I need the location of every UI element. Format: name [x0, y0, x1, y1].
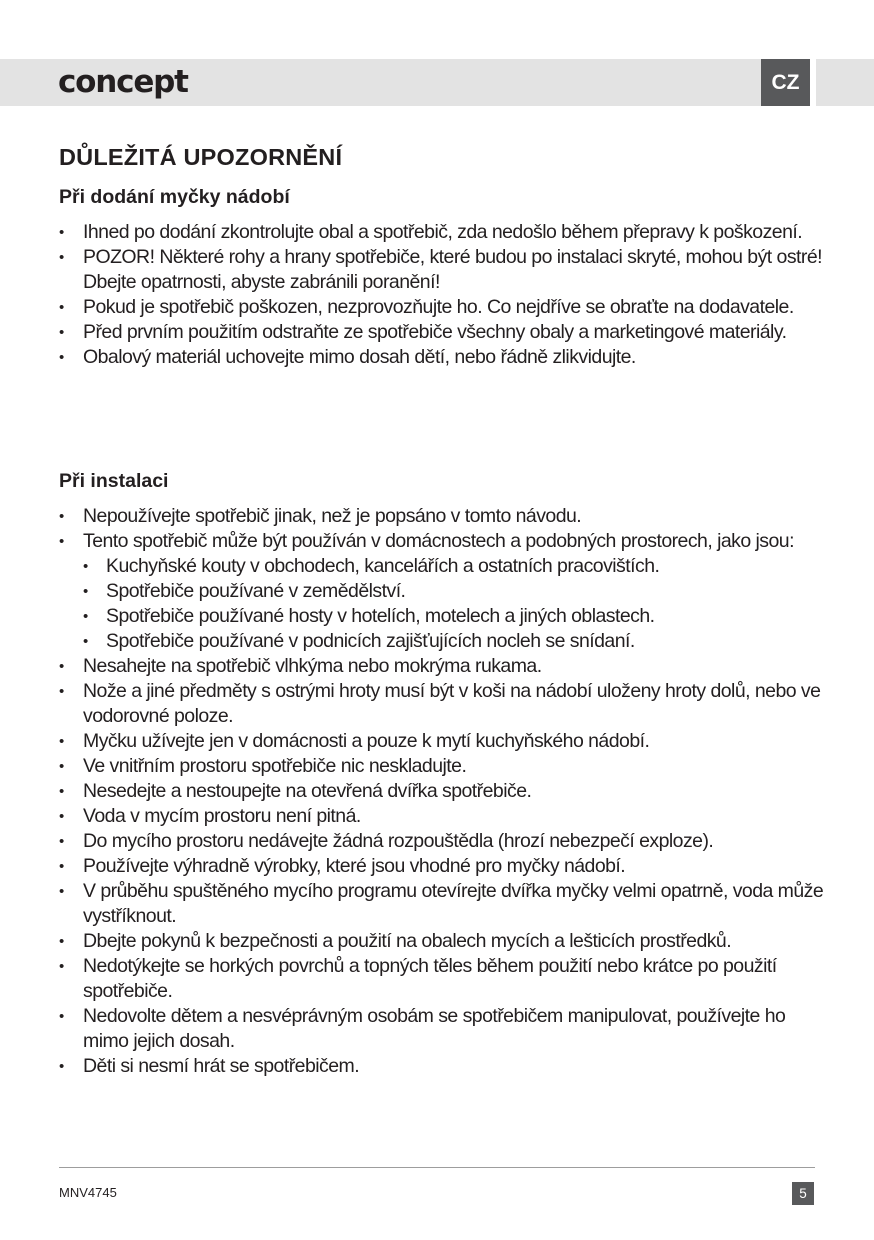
- delivery-list: [59, 220, 829, 370]
- sub-list-item: • Kuchyňské kouty v obchodech, kancelářích a ostatních pracovištích.: [83, 554, 829, 579]
- section-heading-delivery: Při dodání myčky nádobí: [59, 186, 290, 208]
- list-item: • POZOR! Některé rohy a hrany spotřebiče, které budou po instalaci skryté, mohou být ostré! Dbejte opatrnosti, abyste zabránili poranění!: [59, 245, 829, 295]
- list-item: • Nesahejte na spotřebič vlhkýma nebo mokrýma rukama.: [59, 654, 829, 679]
- list-item: • Děti si nesmí hrát se spotřebičem.: [59, 1054, 829, 1079]
- page-number: 5: [792, 1182, 814, 1205]
- sub-list-item: • Spotřebiče používané v podnicích zajišťujících nocleh se snídaní.: [83, 629, 829, 654]
- sub-list: [83, 554, 829, 654]
- list-item-text: Tento spotřebič může být používán v domácnostech a podobných prostorech, jako jsou:: [83, 530, 794, 552]
- header-divider: [810, 59, 816, 106]
- section-heading-installation: Při instalaci: [59, 470, 169, 492]
- model-number: MNV4745: [59, 1185, 117, 1200]
- list-item: • Pokud je spotřebič poškozen, nezprovozňujte ho. Co nejdříve se obraťte na dodavatele.: [59, 295, 829, 320]
- list-item: • Ihned po dodání zkontrolujte obal a spotřebič, zda nedošlo během přepravy k poškození.: [59, 220, 829, 245]
- list-item: • Dbejte pokynů k bezpečnosti a použití na obalech mycích a lešticích prostředků.: [59, 929, 829, 954]
- installation-list: [59, 504, 829, 1079]
- list-item: • V průběhu spuštěného mycího programu otevírejte dvířka myčky velmi opatrně, voda může vystříknout.: [59, 879, 829, 929]
- page-title: DŮLEŽITÁ UPOZORNĚNÍ: [59, 144, 343, 170]
- list-item: • Nože a jiné předměty s ostrými hroty musí být v koši na nádobí uloženy hroty dolů, nebo ve vodorovné poloze.: [59, 679, 829, 729]
- list-item: • Před prvním použitím odstraňte ze spotřebiče všechny obaly a marketingové materiály.: [59, 320, 829, 345]
- brand-logo: concept: [58, 64, 188, 100]
- sub-list-item: • Spotřebiče používané hosty v hotelích, motelech a jiných oblastech.: [83, 604, 829, 629]
- list-item: • Nedotýkejte se horkých povrchů a topných těles během použití nebo krátce po použití spotřebiče.: [59, 954, 829, 1004]
- sub-list-item: • Spotřebiče používané v zemědělství.: [83, 579, 829, 604]
- list-item: • Obalový materiál uchovejte mimo dosah dětí, nebo řádně zlikvidujte.: [59, 345, 829, 370]
- list-item: • Nedovolte dětem a nesvéprávným osobám se spotřebičem manipulovat, používejte ho mimo jejich dosah.: [59, 1004, 829, 1054]
- list-item: • Nepoužívejte spotřebič jinak, než je popsáno v tomto návodu.: [59, 504, 829, 529]
- list-item: • Myčku užívejte jen v domácnosti a pouze k mytí kuchyňského nádobí.: [59, 729, 829, 754]
- list-item: • Nesedejte a nestoupejte na otevřená dvířka spotřebiče.: [59, 779, 829, 804]
- list-item: [59, 529, 829, 654]
- list-item: • Ve vnitřním prostoru spotřebiče nic neskladujte.: [59, 754, 829, 779]
- list-item: • Do mycího prostoru nedávejte žádná rozpouštědla (hrozí nebezpečí exploze).: [59, 829, 829, 854]
- list-item: • Používejte výhradně výrobky, které jsou vhodné pro myčky nádobí.: [59, 854, 829, 879]
- list-item: • Voda v mycím prostoru není pitná.: [59, 804, 829, 829]
- language-badge: CZ: [761, 59, 810, 106]
- footer-divider: [59, 1167, 815, 1168]
